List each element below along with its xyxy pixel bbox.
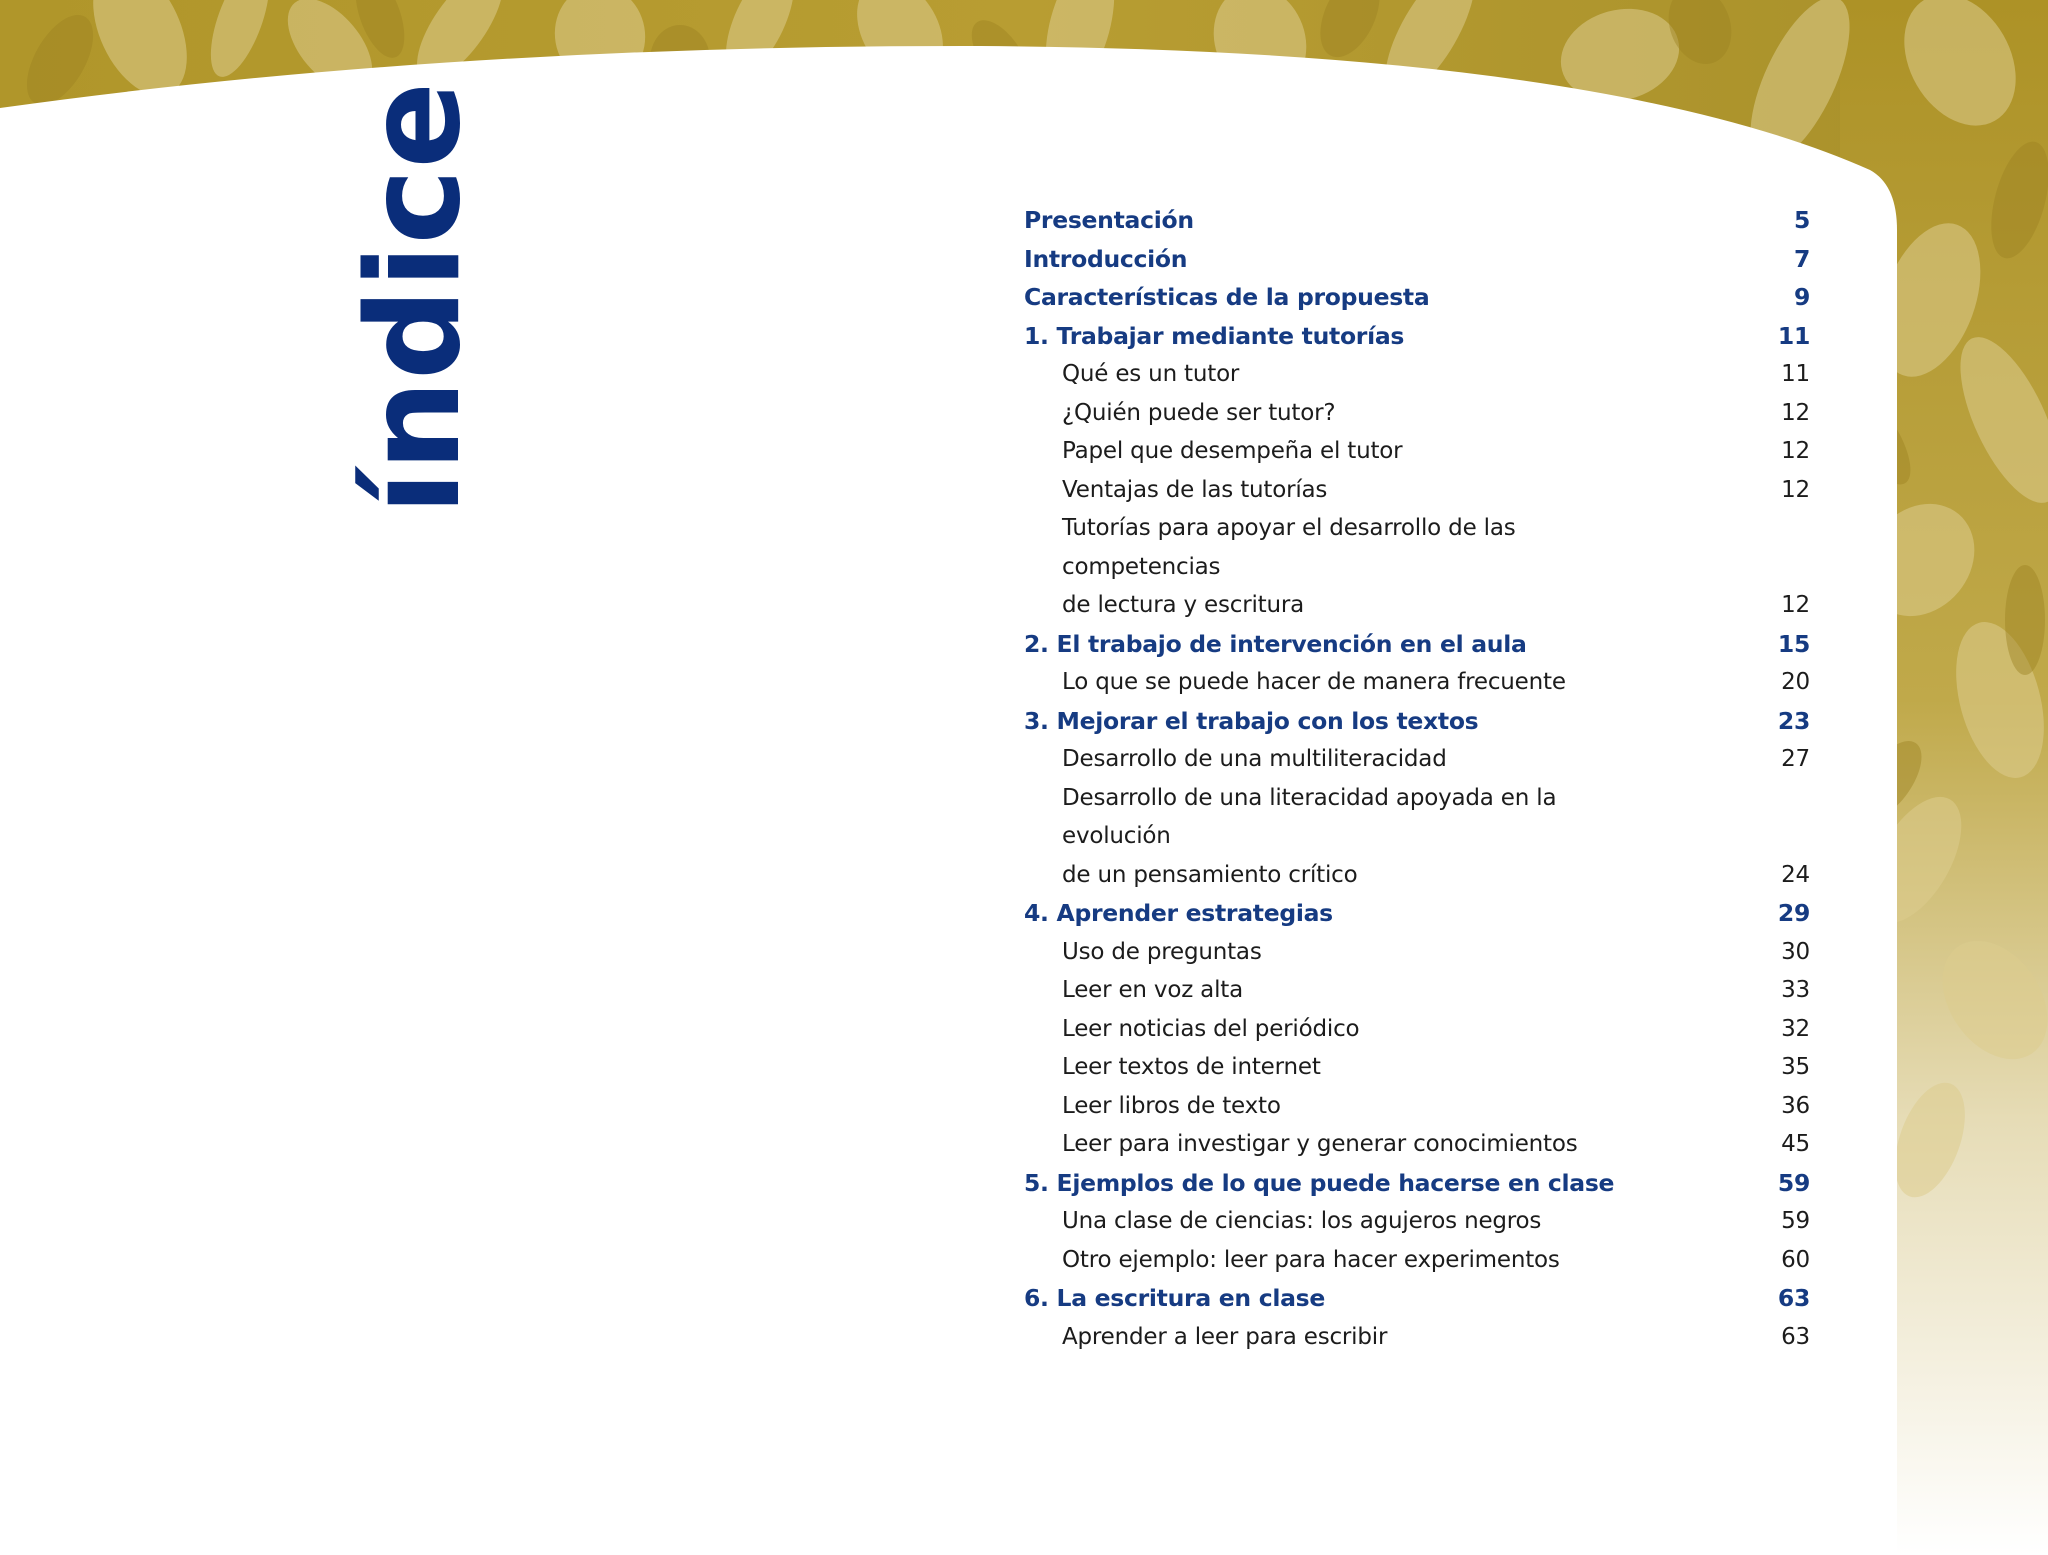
toc-entry-label: Presentación [1024,206,1194,234]
toc-subsection-entry [1024,779,1810,895]
toc-page-number: 23 [1777,706,1810,735]
page-title [334,81,489,515]
toc-subsection-entry [1024,1125,1810,1164]
toc-entry-label: Introducción [1024,244,1188,273]
toc-section-entry [1024,1279,1810,1318]
toc-subsection-entry [1024,432,1810,471]
toc-entry-label: Qué es un tutor [1062,361,1240,387]
toc-entry-label: 4. Aprender estrategias [1024,899,1333,927]
toc-entry-label: Leer textos de internet [1062,1054,1321,1080]
toc-subsection-entry [1024,355,1810,394]
toc-page-number: 59 [1781,1208,1810,1234]
toc-page-number: 7 [1793,244,1810,273]
toc-page-number: 35 [1781,1054,1810,1080]
toc-subsection-entry [1024,1048,1810,1087]
toc-subsection-entry [1024,1318,1810,1357]
toc-page-number: 63 [1777,1284,1810,1312]
toc-subsection-entry [1024,509,1810,625]
toc-page-number: 5 [1793,206,1810,234]
toc-entry-label: Leer para investigar y generar conocimientos [1062,1131,1578,1157]
page-title-text: índice [340,81,489,515]
toc-page-number: 9 [1793,283,1810,311]
toc-entry-label: 5. Ejemplos de lo que puede hacerse en clase [1024,1168,1615,1197]
toc-entry-label: Una clase de ciencias: los agujeros negros [1062,1208,1542,1234]
toc-entry-label: 6. La escritura en clase [1024,1284,1325,1312]
toc-page-number: 30 [1781,938,1810,965]
toc-page-number: 63 [1781,1323,1810,1350]
toc-page-number: 32 [1781,1015,1810,1042]
toc-page-number: 11 [1777,321,1810,350]
toc-subsection-entry [1024,1087,1810,1126]
toc-page-number: 59 [1777,1168,1810,1197]
toc-entry-label: Otro ejemplo: leer para hacer experimentos [1062,1246,1560,1273]
toc-subsection-entry [1024,1241,1810,1280]
toc-subsection-entry [1024,471,1810,510]
toc-section-entry [1024,625,1810,664]
toc-entry-label: Desarrollo de una literacidad apoyada en la evolución de un pensamiento crítico [1062,784,1557,888]
toc-entry-label: Tutorías para apoyar el desarrollo de las competencias de lectura y escritura [1062,515,1516,618]
toc-subsection-entry [1024,740,1810,779]
toc-page-number: 45 [1781,1131,1810,1157]
toc-section-entry [1024,278,1810,317]
toc-entry-label: Leer libros de texto [1062,1092,1281,1119]
toc-page-number: 27 [1781,746,1810,772]
toc-section-entry [1024,317,1810,356]
toc-page-number: 36 [1781,1092,1810,1119]
table-of-contents [1024,201,1810,1356]
toc-entry-label: ¿Quién puede ser tutor? [1062,399,1336,426]
toc-entry-label: 2. El trabajo de intervención en el aula [1024,629,1527,658]
toc-page-number: 60 [1781,1246,1810,1273]
toc-page-number: 11 [1781,361,1810,387]
toc-section-entry [1024,894,1810,933]
toc-section-entry [1024,702,1810,741]
toc-section-entry [1024,201,1810,240]
toc-entry-label: 3. Mejorar el trabajo con los textos [1024,706,1479,735]
toc-section-entry [1024,240,1810,279]
toc-page-number: 12 [1781,399,1810,426]
toc-entry-label: 1. Trabajar mediante tutorías [1024,321,1405,350]
toc-page-number: 20 [1781,669,1810,695]
toc-entry-label: Lo que se puede hacer de manera frecuente [1062,669,1566,695]
toc-subsection-entry [1024,394,1810,433]
toc-entry-label: Leer noticias del periódico [1062,1015,1360,1042]
toc-subsection-entry [1024,1010,1810,1049]
toc-entry-label: Aprender a leer para escribir [1062,1323,1388,1350]
toc-page-number: 12 [1781,438,1810,464]
toc-entry-label: Uso de preguntas [1062,938,1262,965]
toc-entry-label: Características de la propuesta [1024,283,1430,311]
toc-page-number: 29 [1777,899,1810,927]
toc-entry-label: Leer en voz alta [1062,977,1243,1003]
toc-subsection-entry [1024,1202,1810,1241]
toc-subsection-entry [1024,971,1810,1010]
toc-page-number: 12 [1781,592,1810,618]
toc-page-number: 33 [1781,977,1810,1003]
toc-section-entry [1024,1164,1810,1203]
toc-entry-label: Papel que desempeña el tutor [1062,438,1403,464]
toc-entry-label: Ventajas de las tutorías [1062,476,1328,503]
toc-subsection-entry [1024,663,1810,702]
toc-subsection-entry [1024,933,1810,972]
toc-entry-label: Desarrollo de una multiliteracidad [1062,746,1447,772]
toc-page-number: 15 [1777,629,1810,658]
toc-page-number: 12 [1781,476,1810,503]
toc-page-number: 24 [1781,861,1810,888]
